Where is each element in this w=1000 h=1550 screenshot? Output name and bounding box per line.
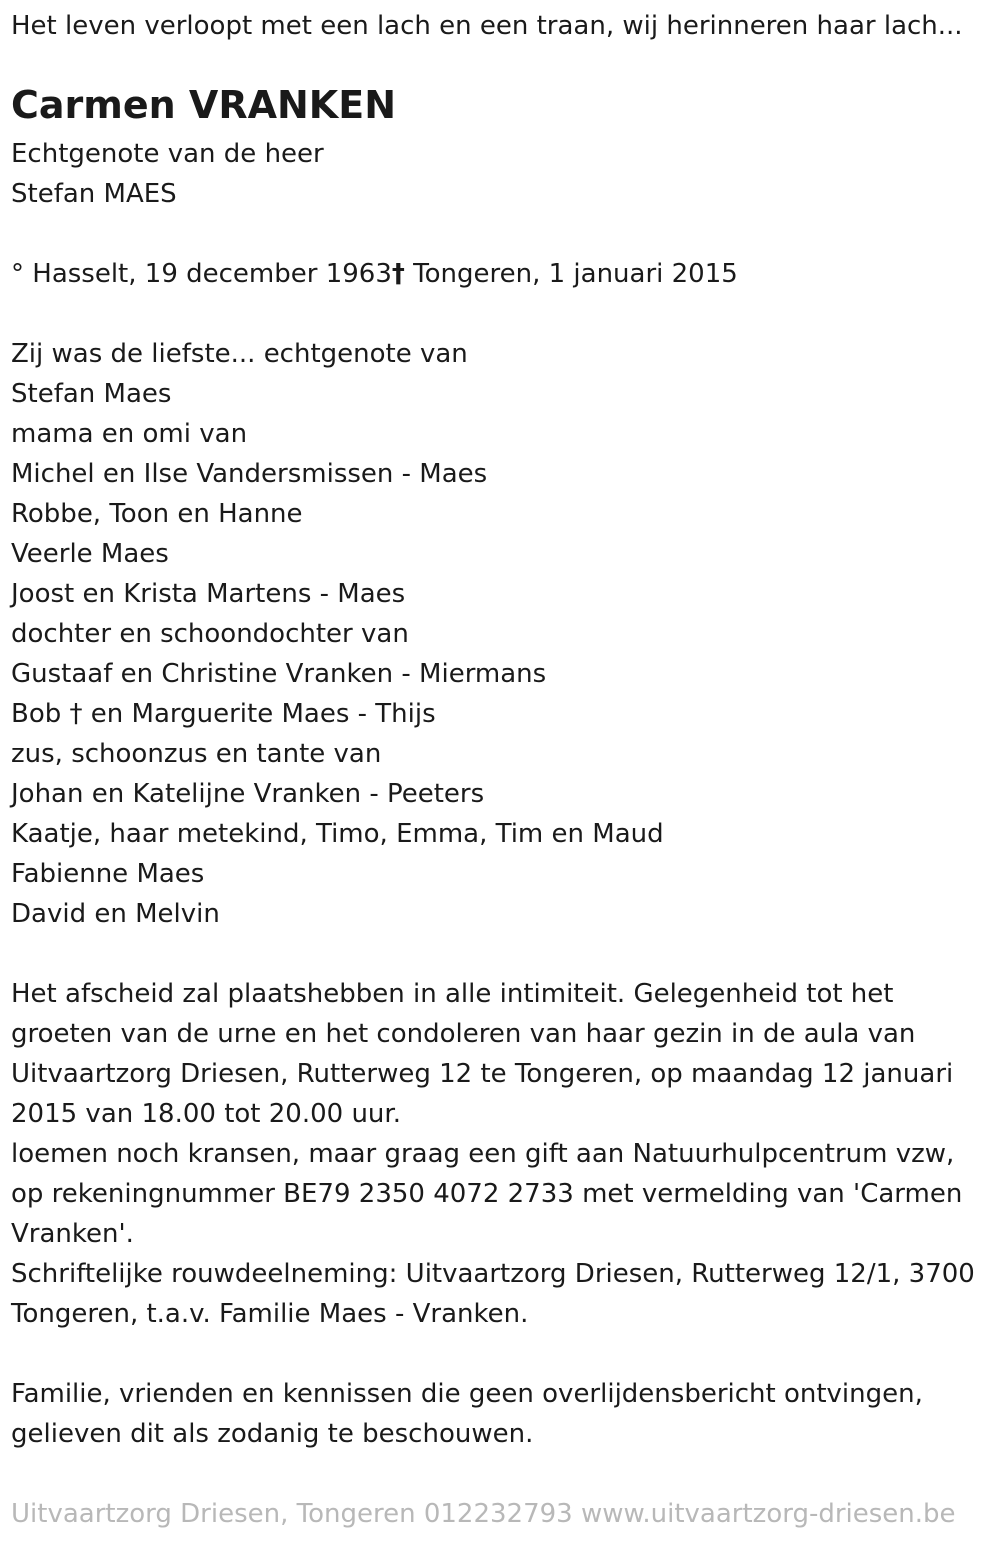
motto: Het leven verloopt met een lach en een traan, wij herinneren haar lach... xyxy=(11,11,963,41)
spouse-name: Stefan MAES xyxy=(11,179,177,209)
birth-death-dates xyxy=(11,254,738,294)
family-line: Fabienne Maes xyxy=(11,859,205,889)
family-line: mama en omi van xyxy=(11,419,248,449)
family-line: zus, schoonzus en tante van xyxy=(11,739,382,769)
closing-note xyxy=(11,1374,986,1454)
ceremony-info xyxy=(11,974,986,1334)
family-line: David en Melvin xyxy=(11,899,220,929)
family-line: dochter en schoondochter van xyxy=(11,619,409,649)
family-line: Kaatje, haar metekind, Timo, Emma, Tim en Maud xyxy=(11,819,664,849)
family-line: Joost en Krista Martens - Maes xyxy=(11,579,406,609)
deceased-name: Carmen VRANKEN xyxy=(11,83,397,127)
family-line: Johan en Katelijne Vranken - Peeters xyxy=(11,779,485,809)
donation-paragraph: loemen noch kransen, maar graag een gift aan Natuurhulpcentrum vzw, op rekeningnummer BE79 2350 4072 2733 met vermelding van 'Carmen Vranken'. xyxy=(11,1139,963,1249)
cross-icon: † xyxy=(391,259,405,289)
family-line: Zij was de liefste... echtgenote van xyxy=(11,339,468,369)
family-line: Veerle Maes xyxy=(11,539,169,569)
condolence-address-paragraph: Schriftelijke rouwdeelneming: Uitvaartzorg Driesen, Rutterweg 12/1, 3700 Tongeren, t.a.v. Familie Maes - Vranken. xyxy=(11,1259,975,1329)
family-line: Michel en Ilse Vandersmissen - Maes xyxy=(11,459,488,489)
footer-funeral-home: Uitvaartzorg Driesen, Tongeren 012232793 www.uitvaartzorg-driesen.be xyxy=(11,1499,956,1529)
closing-paragraph: Familie, vrienden en kennissen die geen overlijdensbericht ontvingen, gelieven dit als zodanig te beschouwen. xyxy=(11,1379,923,1449)
farewell-paragraph: Het afscheid zal plaatshebben in alle intimiteit. Gelegenheid tot het groeten van de urne en het condoleren van haar gezin in de aula van Uitvaartzorg Driesen, Rutterweg 12 te Tongeren, op maandag 12 januari 2015 van 18.00 tot 20.00 uur. xyxy=(11,979,954,1129)
spouse-block xyxy=(11,134,324,214)
family-line: Bob † en Marguerite Maes - Thijs xyxy=(11,699,436,729)
family-line: Robbe, Toon en Hanne xyxy=(11,499,303,529)
spouse-line: Echtgenote van de heer xyxy=(11,139,324,169)
family-line: Gustaaf en Christine Vranken - Miermans xyxy=(11,659,547,689)
family-line: Stefan Maes xyxy=(11,379,172,409)
death-date: Tongeren, 1 januari 2015 xyxy=(404,259,738,289)
family-list xyxy=(11,334,664,934)
birth-date: ° Hasselt, 19 december 1963 xyxy=(11,259,392,289)
